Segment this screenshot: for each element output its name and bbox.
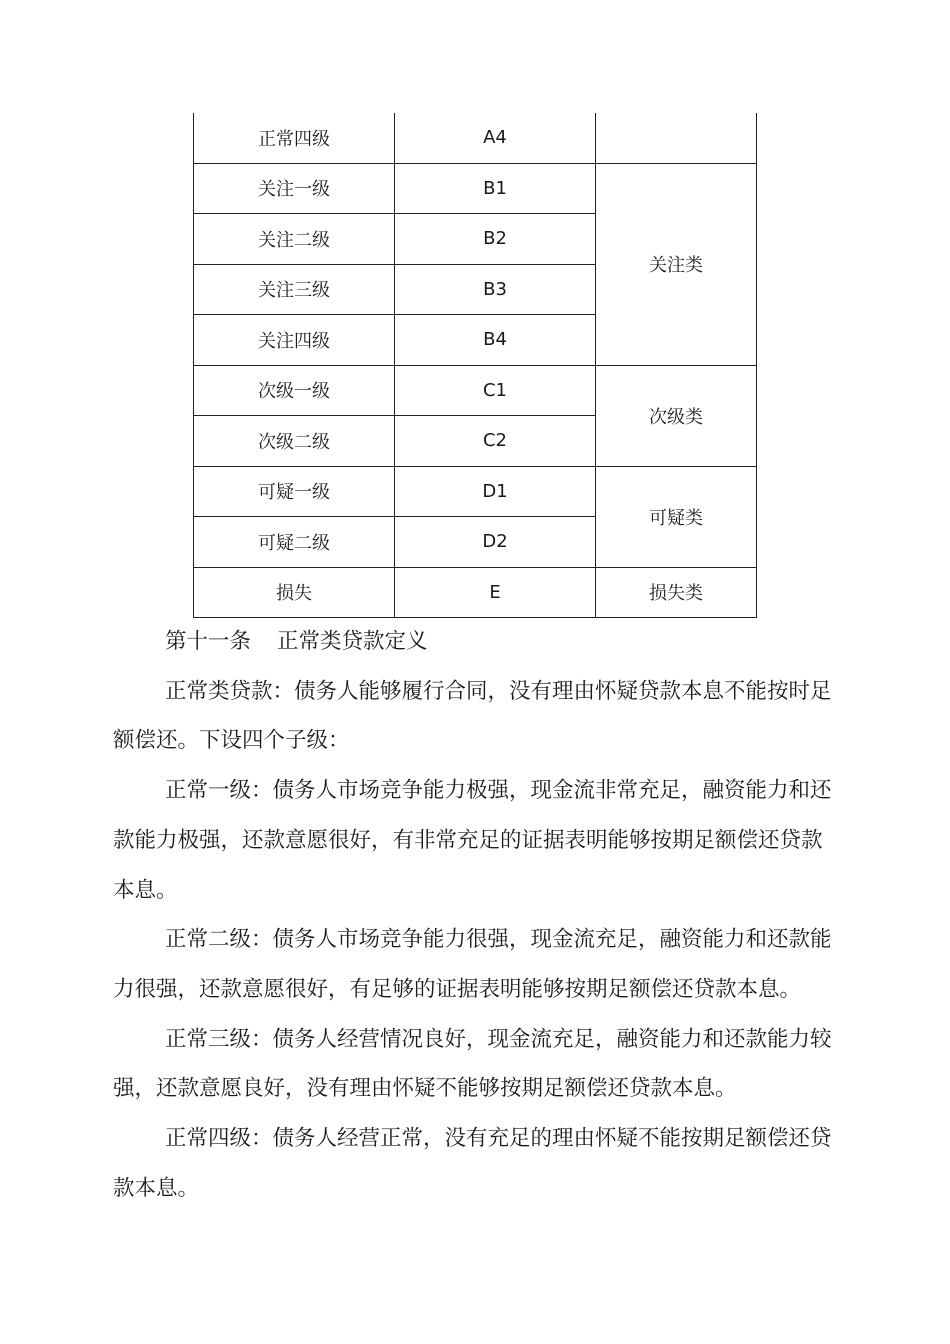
- code-cell: B3: [395, 264, 596, 315]
- code-cell: C1: [395, 365, 596, 416]
- category-cell: 损失类: [596, 567, 757, 618]
- grade-cell: 正常四级: [194, 113, 395, 163]
- table-row: [194, 163, 757, 214]
- article-title: 正常类贷款定义: [277, 629, 428, 654]
- grade-cell: 损失: [194, 567, 395, 618]
- category-cell: 关注类: [596, 163, 757, 365]
- article-heading: [113, 617, 843, 667]
- grade-cell: 可疑一级: [194, 466, 395, 517]
- body-text: [113, 617, 843, 1213]
- code-cell: B1: [395, 163, 596, 214]
- code-cell: C2: [395, 416, 596, 467]
- category-cell: 次级类: [596, 365, 757, 466]
- grade-cell: 关注三级: [194, 264, 395, 315]
- category-cell: 可疑类: [596, 466, 757, 567]
- code-cell: B4: [395, 315, 596, 366]
- grade-cell: 关注四级: [194, 315, 395, 366]
- code-cell: A4: [395, 113, 596, 163]
- grade-cell: 次级二级: [194, 416, 395, 467]
- category-cell: [596, 113, 757, 163]
- table-row: [194, 466, 757, 517]
- paragraph: 正常二级：债务人市场竞争能力很强，现金流充足，融资能力和还款能力很强，还款意愿很好，有足够的证据表明能够按期足额偿还贷款本息。: [113, 927, 832, 1002]
- grade-cell: 关注一级: [194, 163, 395, 214]
- table-row: [194, 567, 757, 618]
- grade-cell: 可疑二级: [194, 517, 395, 568]
- code-cell: D2: [395, 517, 596, 568]
- loan-classification-table: [193, 113, 757, 618]
- code-cell: B2: [395, 214, 596, 265]
- code-cell: E: [395, 567, 596, 618]
- paragraph: 正常三级：债务人经营情况良好，现金流充足，融资能力和还款能力较强，还款意愿良好，没有理由怀疑不能够按期足额偿还贷款本息。: [113, 1026, 832, 1102]
- paragraph: 正常类贷款：债务人能够履行合同，没有理由怀疑贷款本息不能按时足额偿还。下设四个子级：: [113, 678, 832, 754]
- table-row: [194, 365, 757, 416]
- table-row: [194, 113, 757, 163]
- grade-cell: 次级一级: [194, 365, 395, 416]
- grade-cell: 关注二级: [194, 214, 395, 265]
- code-cell: D1: [395, 466, 596, 517]
- article-number: 第十一条: [165, 629, 252, 654]
- paragraph: 正常四级：债务人经营正常，没有充足的理由怀疑不能按期足额偿还贷款本息。: [113, 1126, 832, 1201]
- paragraph: 正常一级：债务人市场竞争能力极强，现金流非常充足，融资能力和还款能力极强，还款意愿很好，有非常充足的证据表明能够按期足额偿还贷款本息。: [113, 778, 832, 903]
